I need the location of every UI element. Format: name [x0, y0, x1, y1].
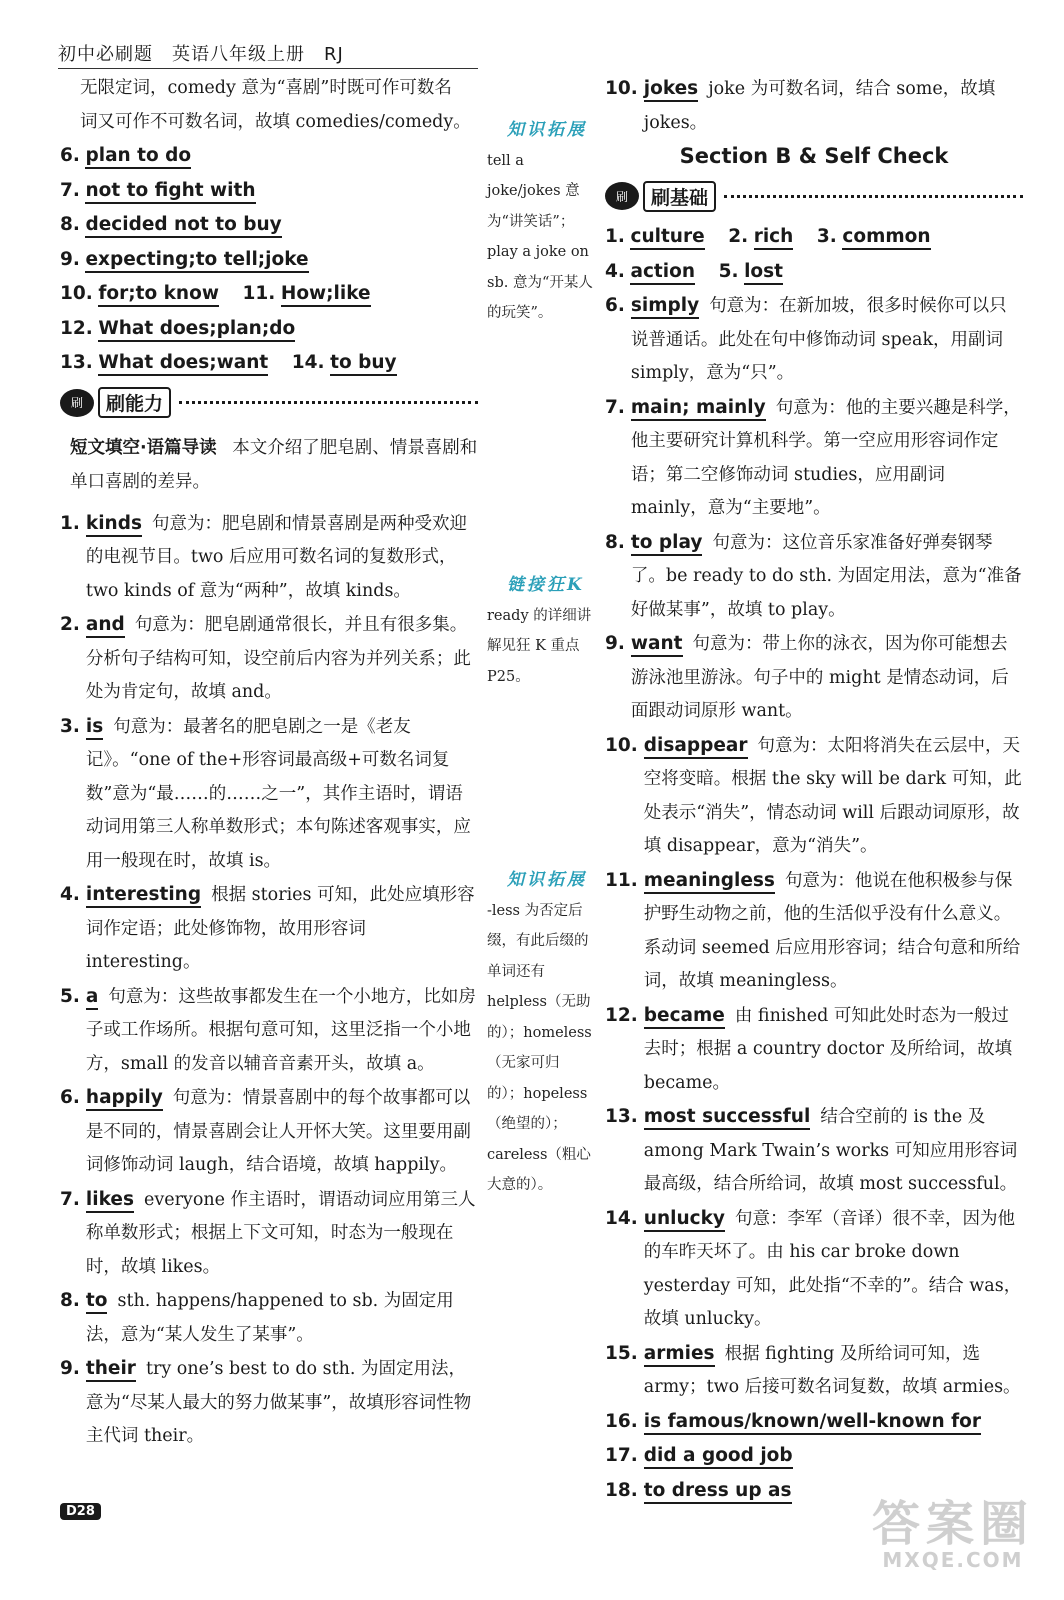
answer: common: [842, 226, 930, 250]
side-note-3: [487, 865, 595, 1201]
section-header-ability: [60, 383, 478, 423]
answer: want: [631, 633, 683, 657]
short-item: [60, 346, 478, 381]
top-text-line: 无限定词，comedy 意为“喜剧”时既可作可数名: [80, 78, 452, 98]
short-item: [60, 277, 478, 312]
item-number: 5.: [60, 985, 80, 1007]
answer: unlucky: [644, 1208, 725, 1232]
page-header: 初中必刷题 英语八年级上册 RJ: [58, 40, 478, 69]
item-number: 9.: [60, 1358, 80, 1379]
item-number: 11.: [242, 283, 276, 304]
explanation: 句意为：肥皂剧和情景喜剧是两种受欢迎的电视节目。two 后应用可数名词的复数形式，two kinds of 意为“两种”，故填 kinds。: [85, 513, 467, 601]
item-number: 4.: [605, 260, 625, 282]
answer: most successful: [644, 1106, 811, 1130]
answer: not to fight with: [85, 180, 255, 204]
answer: is: [86, 716, 103, 740]
answer: to dress up as: [644, 1480, 792, 1504]
watermark-text: 答案圈: [871, 1496, 1034, 1552]
item-number: 3.: [816, 226, 837, 247]
explanation: 根据 stories 可知，此处应填形容词作定语；此处修饰物，故用形容词 interesting。: [85, 885, 475, 972]
short-item: [60, 174, 478, 209]
answer-item: [605, 627, 1023, 729]
answer-item: [605, 1100, 1023, 1202]
item-number: 10.: [605, 78, 638, 99]
section-badge-icon: 刷: [60, 389, 94, 417]
short-item: [60, 208, 478, 243]
answer: What does;want: [98, 352, 268, 376]
item-number: 15.: [605, 1342, 638, 1364]
item-number: 9.: [60, 248, 80, 270]
side-note-1: [487, 115, 595, 329]
answer: jokes: [644, 78, 698, 102]
item-number: 13.: [60, 352, 93, 373]
answer: rich: [754, 226, 794, 250]
intro-text: 本文介绍了肥皂剧、情景喜剧和单口喜剧的差异。: [70, 437, 478, 492]
item-number: 12.: [60, 317, 93, 339]
item-number: 16.: [605, 1410, 638, 1432]
short-item: [60, 312, 478, 347]
item-number: 6.: [60, 145, 80, 166]
explanation: 句意为：他说在他积极参与保护野生动物之前，他的生活似乎没有什么意义。系动词 seemed 后应用形容词；结合句意和所给词，故填 meaningless。: [643, 870, 1021, 991]
item-number: 3.: [60, 715, 80, 737]
item-number: 5.: [718, 260, 739, 282]
item-number: 18.: [605, 1479, 638, 1501]
short-row: [605, 255, 1023, 290]
answer: their: [86, 1358, 136, 1382]
answer: became: [644, 1005, 725, 1029]
item-number: 17.: [605, 1445, 638, 1466]
explanation: 结合空前的 is the 及 among Mark Twain’s works 可知应用形容词最高级，结合所给词，故填 most successful。: [643, 1107, 1018, 1194]
answer: a: [86, 986, 98, 1010]
explanation: 句意为：在新加坡，很多时候你可以只说普通话。此处在句中修饰动词 speak，用副词 simply，意为“只”。: [630, 296, 1007, 383]
answer: What does;plan;do: [98, 318, 295, 342]
answer: expecting;to tell;joke: [85, 249, 308, 273]
side-note-text: -less 为否定后缀，有此后缀的单词还有 helpless（无助的）；homeless（无家可归的）；hopeless（绝望的）；careless（粗心大意的）。: [487, 902, 592, 1193]
answer-item: [605, 1405, 1023, 1440]
section-header-basic: [605, 176, 1023, 216]
answer-item: [60, 878, 478, 980]
answer-item: [605, 864, 1023, 999]
answer: main; mainly: [631, 397, 766, 421]
item-number: 14.: [605, 1207, 638, 1229]
item-number: 6.: [60, 1087, 80, 1108]
answer-item: [605, 1439, 1023, 1474]
answer-item: [60, 608, 478, 710]
explanation: try one’s best to do sth. 为固定用法，意为“尽某人最大的努力做某事”，故填形容词性物主代词 their。: [85, 1359, 472, 1446]
answer: likes: [86, 1189, 134, 1213]
answer-item: [60, 1352, 478, 1454]
item-number: 1.: [605, 226, 625, 247]
answer: to buy: [330, 352, 396, 376]
answer-item: [60, 980, 478, 1082]
explanation: 句意为：这位音乐家准备好弹奏钢琴了。be ready to do sth. 为固定用法，意为“准备好做某事”，故填 to play。: [630, 532, 1022, 620]
item-number: 10.: [605, 734, 638, 756]
side-note-2: [487, 570, 595, 692]
answer-item: [605, 391, 1023, 526]
explanation: everyone 作主语时，谓语动词应用第三人称单数形式；根据上下文可知，时态为一般现在时，故填 likes。: [85, 1189, 476, 1277]
answer-item: [605, 289, 1023, 391]
answer-item: [60, 1183, 478, 1285]
short-item: [60, 243, 478, 278]
answer: is famous/known/well-known for: [644, 1411, 981, 1435]
right-column: [605, 72, 1023, 1508]
side-note-tag: 知识拓展: [507, 120, 587, 140]
reading-intro: [70, 431, 478, 499]
section-b-title: Section B & Self Check: [679, 144, 949, 168]
item-number: 6.: [605, 295, 625, 316]
side-note-tag: 链接狂K: [507, 575, 585, 595]
item-number: 14.: [291, 352, 325, 373]
side-note-text: ready 的详细讲解见狂 K 重点 P25。: [487, 607, 592, 685]
explanation: 由 finished 可知此处时态为一般过去时；根据 a country doctor 及所给词，故填 became。: [643, 1005, 1013, 1093]
explanation: 句意为：肥皂剧通常很长，并且有很多集。分析句子结构可知，设空前后内容为并列关系；此处为肯定句，故填 and。: [85, 615, 471, 702]
answer: to: [86, 1290, 108, 1314]
section-badge-icon: 刷: [605, 182, 639, 210]
answer: culture: [630, 226, 704, 250]
explanation: 句意为：最著名的肥皂剧之一是《老友记》。“one of the+形容词最高级+可数名词复数”意为“最……的……之一”，其作主语时，谓语动词用第三人称单数形式；本句陈述客观事实，应用一般现在时，故填 is。: [85, 716, 471, 871]
item-number: 11.: [605, 869, 638, 891]
section-title: 刷能力: [98, 387, 171, 418]
answer: happily: [86, 1087, 163, 1111]
explanation: 句意为：这些故事都发生在一个小地方，比如房子或工作场所。根据句意可知，这里泛指一个小地方，small 的发音以辅音音素开头，故填 a。: [85, 986, 476, 1074]
answer: did a good job: [644, 1445, 793, 1469]
answer: armies: [644, 1343, 715, 1367]
answer-item: [605, 1202, 1023, 1337]
answer-item: [60, 507, 478, 609]
explanation: 根据 fighting 及所给词可知，选 army；two 后接可数名词复数，故填 armies。: [643, 1343, 1021, 1397]
answer: meaningless: [644, 870, 775, 894]
explanation: 句意为：他的主要兴趣是科学，他主要研究计算机科学。第一空应用形容词作定语；第二空修饰动词 studies，应用副词 mainly，意为“主要地”。: [630, 397, 1021, 518]
item-number: 1.: [60, 512, 80, 534]
answer: plan to do: [85, 145, 191, 169]
answer-item: [60, 1081, 478, 1183]
answer: to play: [631, 532, 703, 556]
explanation: 句意为：带上你的泳衣，因为你可能想去游泳池里游泳。句子中的 might 是情态动词，后面跟动词原形 want。: [630, 634, 1009, 721]
explanation: 句意：李军（音译）很不幸，因为他的车昨天坏了。由 his car broke down yesterday 可知，此处指“不幸的”。结合 was，故填 unlucky。: [643, 1208, 1022, 1329]
answer: How;like: [281, 283, 371, 307]
item-number: 7.: [605, 396, 625, 418]
short-item: [60, 139, 478, 174]
answer-item: [605, 729, 1023, 864]
answer: for;to know: [98, 283, 219, 307]
answer-item: [60, 1284, 478, 1352]
answer-item: [60, 710, 478, 879]
answer-item: [605, 72, 1023, 140]
explanation: 句意为：情景喜剧中的每个故事都可以是不同的，情景喜剧会让人开怀大笑。这里要用副词修饰动词 laugh，结合语境，故填 happily。: [85, 1088, 471, 1175]
explanation: 句意为：太阳将消失在云层中，天空将变暗。根据 the sky will be dark 可知，此处表示“消失”，情态动词 will 后跟动词原形，故填 disappear，意为“消失”。: [643, 735, 1022, 856]
section-title: 刷基础: [643, 181, 716, 212]
side-note-text: tell a joke/jokes 意为“讲笑话”；play a joke on sb. 意为“开某人的玩笑”。: [487, 152, 593, 321]
item-number: 7.: [60, 179, 80, 201]
answer-item: [605, 999, 1023, 1101]
answer-item: [605, 526, 1023, 628]
answer: disappear: [644, 735, 748, 759]
top-text-line: 词又可作不可数名词，故填 comedies/comedy。: [80, 111, 471, 132]
answer-item: [605, 1337, 1023, 1405]
side-note-tag: 知识拓展: [507, 870, 587, 890]
item-number: 8.: [605, 531, 625, 553]
answer: lost: [744, 261, 783, 285]
item-number: 12.: [605, 1004, 638, 1026]
answer: simply: [631, 295, 699, 319]
item-number: 8.: [60, 1290, 80, 1311]
page-number: D28: [60, 1503, 101, 1520]
item-number: 2.: [60, 614, 80, 635]
item-number: 7.: [60, 1188, 80, 1210]
dotted-divider: [179, 401, 478, 404]
dotted-divider: [724, 195, 1023, 198]
item-number: 13.: [605, 1106, 638, 1127]
intro-label: 短文填空·语篇导读: [70, 437, 217, 458]
answer: interesting: [86, 884, 201, 908]
item-number: 10.: [60, 283, 93, 304]
watermark-url: MXQE.COM: [882, 1548, 1024, 1572]
answer: and: [86, 614, 125, 638]
answer: decided not to buy: [85, 214, 281, 238]
item-number: 9.: [605, 633, 625, 654]
short-row: [605, 220, 1023, 255]
explanation: joke 为可数名词，结合 some，故填 jokes。: [643, 79, 996, 133]
item-number: 4.: [60, 884, 80, 905]
answer: action: [630, 261, 695, 285]
item-number: 2.: [728, 226, 749, 247]
left-column: [60, 72, 478, 1454]
explanation: sth. happens/happened to sb. 为固定用法，意为“某人发生了某事”。: [85, 1291, 454, 1345]
answer: kinds: [86, 513, 142, 537]
item-number: 8.: [60, 214, 80, 235]
watermark-logo: [872, 1485, 1034, 1572]
